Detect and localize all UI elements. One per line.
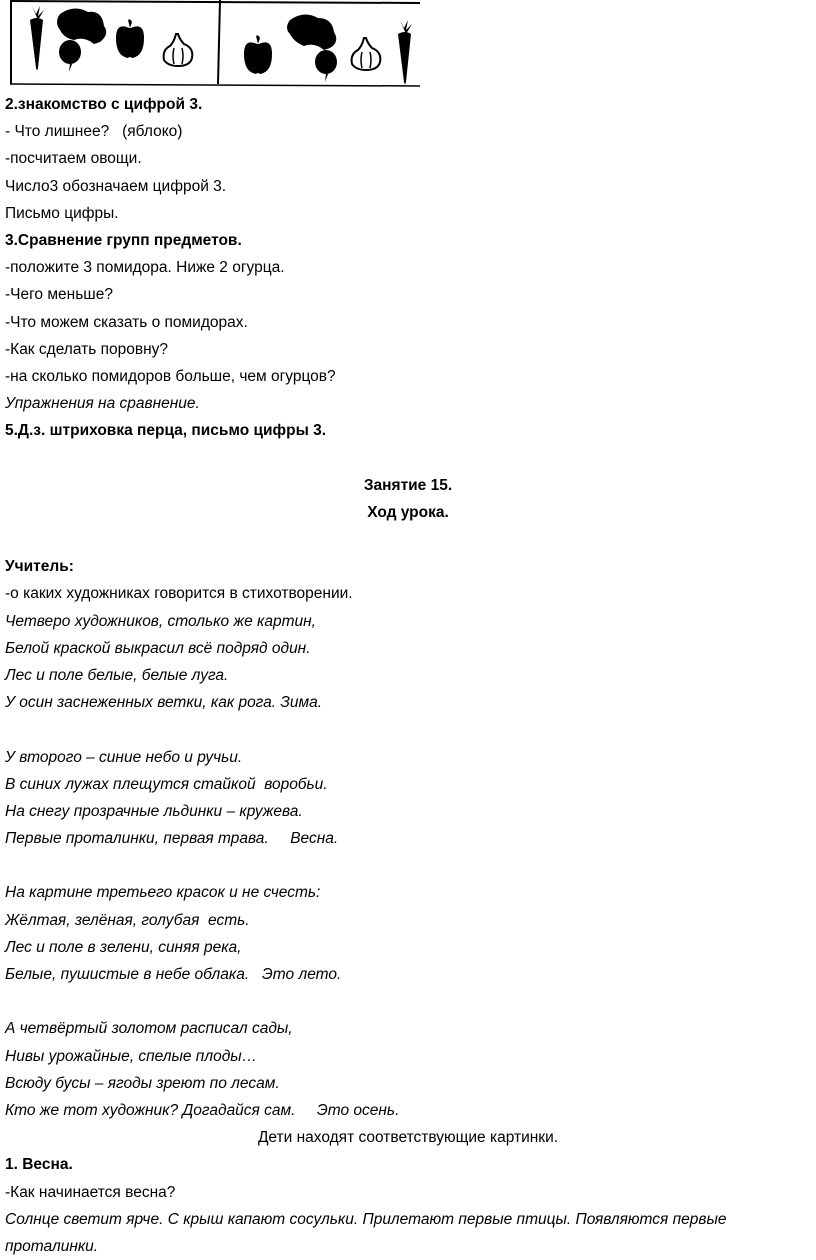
text-line: -Как начинается весна? xyxy=(5,1183,176,1201)
beet-icon xyxy=(57,8,106,72)
vegetables-illustration xyxy=(10,0,420,92)
text-line: На снегу прозрачные льдинки – кружева. xyxy=(5,802,303,820)
text-line: Дети находят соответствующие картинки. xyxy=(257,1129,559,1147)
frame-bottom-line xyxy=(10,84,420,86)
text-line: В синих лужах плещутся стайкой воробьи. xyxy=(5,775,328,793)
text-line: Письмо цифры. xyxy=(5,204,119,222)
text-line: 3.Сравнение групп предметов. xyxy=(5,231,242,249)
text-line: Кто же тот художник? Догадайся сам. Это осень. xyxy=(5,1101,400,1119)
blank-line xyxy=(5,716,811,743)
garlic-icon xyxy=(164,34,193,66)
carrot-icon xyxy=(30,6,44,70)
text-line: Упражнения на сравнение. xyxy=(5,395,200,413)
beet-icon xyxy=(287,14,337,82)
text-line: Число3 обозначаем цифрой 3. xyxy=(5,177,227,195)
text-line: Солнце светит ярче. С крыш капают сосульки. Прилетают первые птицы. Появляются первые проталинки. xyxy=(5,1210,727,1255)
blank-line xyxy=(5,444,811,471)
text-line: -Чего меньше? xyxy=(5,286,113,304)
text-line: 1. Весна. xyxy=(5,1156,73,1174)
document-body xyxy=(5,91,811,1260)
text-line: У осин заснеженных ветки, как рога. Зима. xyxy=(5,694,323,712)
text-line: Ход урока. xyxy=(367,503,449,521)
text-line: Четверо художников, столько же картин, xyxy=(5,612,316,630)
text-line: - Что лишнее? (яблоко) xyxy=(5,123,183,141)
text-line: У второго – синие небо и ручьи. xyxy=(5,748,243,766)
text-line: Нивы урожайные, спелые плоды… xyxy=(5,1047,258,1065)
frame-top-line xyxy=(10,1,420,3)
text-line: -положите 3 помидора. Ниже 2 огурца. xyxy=(5,259,285,277)
text-line: Жёлтая, зелёная, голубая есть. xyxy=(5,911,250,929)
text-line: 2.знакомство с цифрой 3. xyxy=(5,96,203,113)
text-line: 5.Д.з. штриховка перца, письмо цифры 3. xyxy=(5,422,327,440)
text-line: -о каких художниках говорится в стихотворении. xyxy=(5,585,353,603)
text-line: Лес и поле в зелени, синяя река, xyxy=(5,938,242,956)
text-line: Белой краской выкрасил всё подряд один. xyxy=(5,639,311,657)
text-line: На картине третьего красок и не счесть: xyxy=(5,884,321,902)
text-line: -на сколько помидоров больше, чем огурцов? xyxy=(5,367,336,385)
text-line: Белые, пушистые в небе облака. Это лето. xyxy=(5,966,342,983)
text-line: Учитель: xyxy=(5,558,74,576)
apple-icon xyxy=(244,35,272,74)
carrot-icon xyxy=(398,20,412,84)
text-line: А четвёртый золотом расписал сады, xyxy=(5,1020,293,1038)
text-line: Первые проталинки, первая трава. Весна. xyxy=(5,830,339,848)
text-line: -посчитаем овощи. xyxy=(5,150,142,168)
text-line: Занятие 15. xyxy=(363,476,453,494)
text-line: -Как сделать поровну? xyxy=(5,340,169,358)
blank-line xyxy=(5,852,811,879)
text-line: Лес и поле белые, белые луга. xyxy=(5,666,229,684)
text-line: -Что можем сказать о помидорах. xyxy=(5,313,248,331)
garlic-icon xyxy=(352,38,381,70)
frame-divider-line xyxy=(218,0,220,84)
blank-line xyxy=(5,526,811,553)
blank-line xyxy=(5,988,811,1015)
apple-icon xyxy=(116,19,144,58)
text-line: Всюду бусы – ягоды зреют по лесам. xyxy=(5,1074,280,1092)
